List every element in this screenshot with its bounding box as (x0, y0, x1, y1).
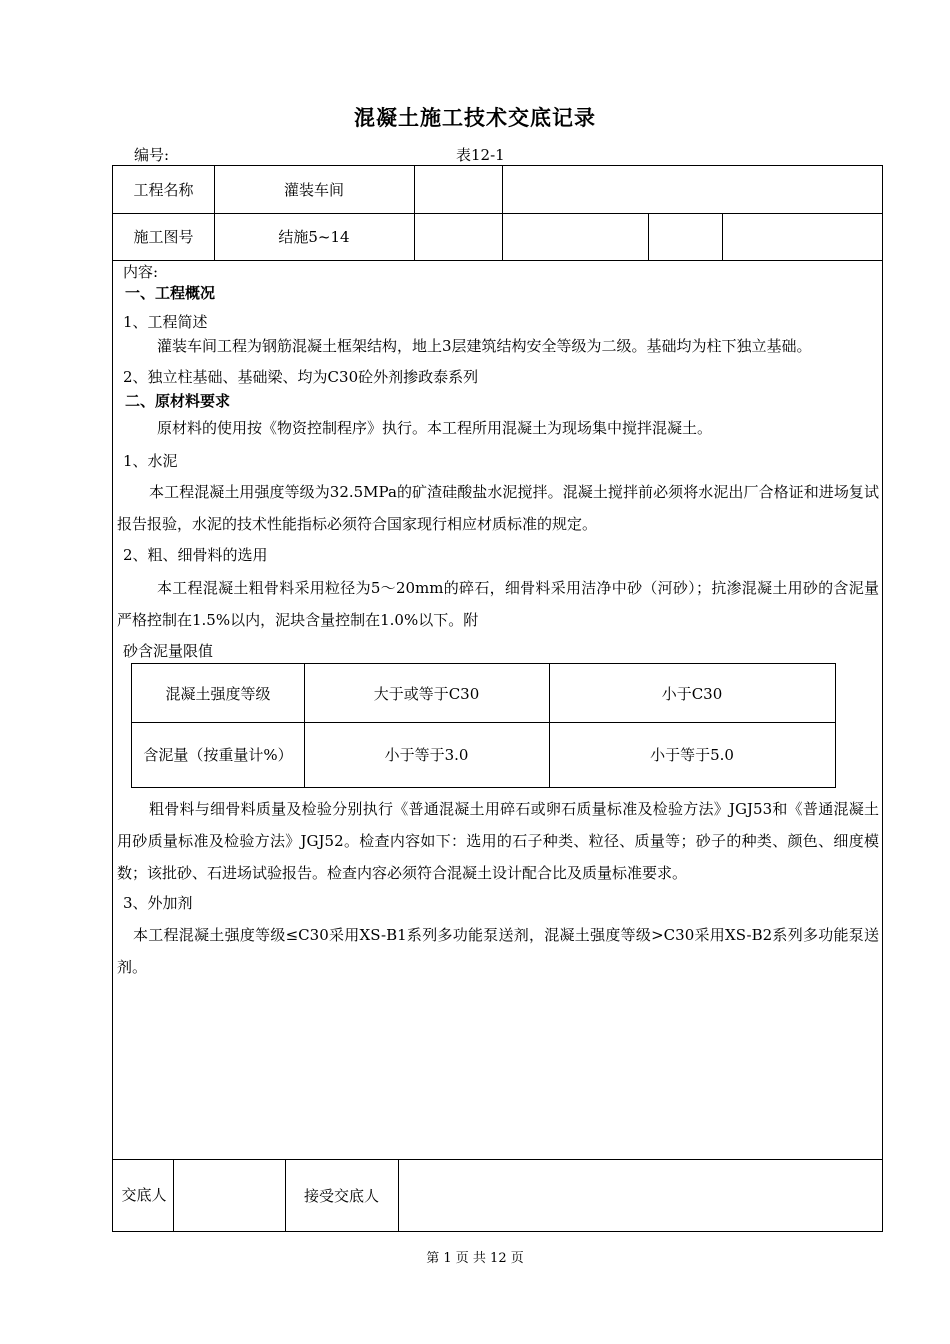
col-divider (398, 1159, 399, 1231)
page-footer: 第 1 页 共 12 页 (426, 1251, 524, 1266)
signature-divider (113, 1159, 882, 1160)
sand-content-table (131, 663, 836, 788)
table-cell: 含泥量（按重量计%） (143, 746, 293, 764)
sand-table-caption: 砂含泥量限值 (123, 642, 214, 660)
content-label: 内容: (123, 263, 159, 281)
section-2-text: 原材料的使用按《物资控制程序》执行。本工程所用混凝土为现场集中搅拌混凝土。 (157, 419, 713, 437)
giver-label: 交底人 (121, 1185, 167, 1204)
section-1-title: 一、工程概况 (125, 284, 216, 302)
col-divider (502, 166, 503, 260)
subsection-1-1-title: 1、工程简述 (123, 313, 208, 331)
subsection-1-2-text: 2、独立柱基础、基础梁、均为C30砼外剂掺政泰系列 (123, 368, 479, 386)
quality-text: 粗骨料与细骨料质量及检验分别执行《普通混凝土用碎石或卵石质量标准及检验方法》JGJ53和《普通混凝土用砂质量标准及检验方法》JGJ52。检查内容如下：选用的石子种类、粒径、质量等；砂子的种类、颜色、细度模数；该批砂、石进场试验报告。检查内容必须符合混凝土设计配合比及质量标准要求。 (117, 800, 879, 882)
table-header-cell: 小于C30 (661, 684, 723, 703)
record-form (112, 165, 883, 1232)
project-name-value: 灌装车间 (283, 181, 344, 199)
table-cell: 小于等于3.0 (384, 746, 469, 764)
aggregate-text: 本工程混凝土粗骨料采用粒径为5～20mm的碎石，细骨料采用洁净中砂（河砂）；抗渗混凝土用砂的含泥量严格控制在1.5%以内，泥块含量控制在1.0%以下。附 (117, 579, 879, 629)
cement-title: 1、水泥 (123, 452, 178, 470)
number-label: 编号: (134, 146, 170, 164)
form-number: 表12-1 (456, 146, 505, 164)
cement-text: 本工程混凝土用强度等级为32.5MPa的矿渣硅酸盐水泥搅拌。混凝土搅拌前必须将水泥出厂合格证和进场复试报告报验，水泥的技术性能指标必须符合国家现行相应材质标准的规定。 (117, 483, 879, 533)
receiver-label: 接受交底人 (303, 1186, 379, 1205)
admixture-text: 本工程混凝土强度等级≤C30采用XS-B1系列多功能泵送剂，混凝土强度等级>C30采用XS-B2系列多功能泵送剂。 (117, 926, 879, 976)
section-2-title: 二、原材料要求 (125, 392, 231, 410)
col-divider (648, 213, 649, 260)
drawing-no-value: 结施5~14 (278, 228, 350, 246)
col-divider (414, 166, 415, 260)
drawing-no-label: 施工图号 (133, 228, 194, 246)
table-header-cell: 大于或等于C30 (373, 684, 480, 703)
admixture-title: 3、外加剂 (123, 894, 193, 912)
aggregate-title: 2、粗、细骨料的选用 (123, 546, 268, 564)
page-title: 混凝土施工技术交底记录 (354, 105, 596, 130)
project-name-label: 工程名称 (133, 181, 194, 199)
subsection-1-1-text: 灌装车间工程为钢筋混凝土框架结构，地上3层建筑结构安全等级为二级。基础均为柱下独立基础。 (157, 337, 812, 355)
table-cell: 小于等于5.0 (650, 746, 734, 764)
row-divider (113, 260, 882, 261)
table-header-cell: 混凝土强度等级 (165, 684, 271, 703)
col-divider (173, 1159, 174, 1231)
col-divider (722, 213, 723, 260)
